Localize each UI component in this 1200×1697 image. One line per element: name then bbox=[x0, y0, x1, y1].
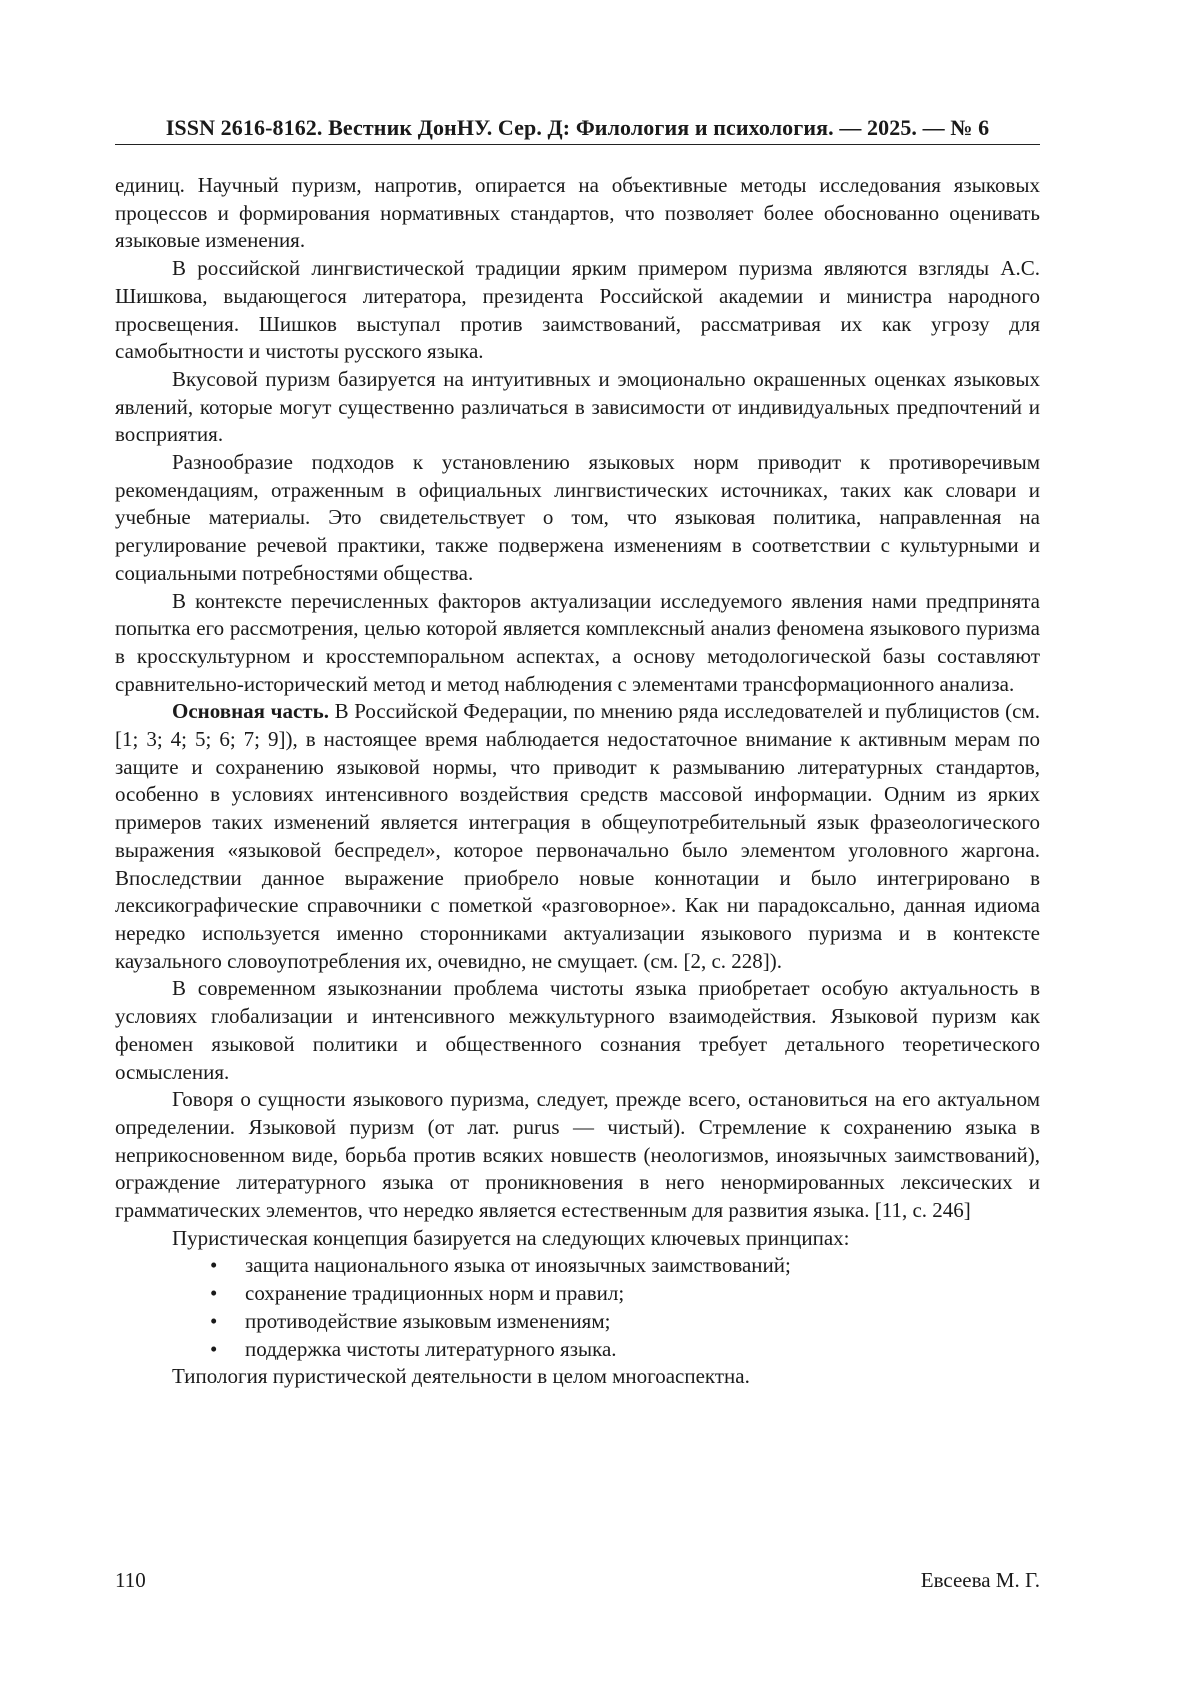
list-item-text: защита национального языка от иноязычных заимствований; bbox=[245, 1253, 791, 1278]
section-text: В Российской Федерации, по мнению ряда исследователей и публицистов (см. [1; 3; 4; 5; 6; 7; 9]), в настоящее время наблюдается недостаточное внимание к активным мерам по защите и сохранению языковой нормы, что приводит к размыванию литературных стандартов, особенно в условиях интенсивного воздействия средств массовой информации. Одним из ярких примеров таких изменений является интеграция в общеупотребительный язык фразеологического выражения «языковой беспредел», которое первоначально было элементом уголовного жаргона. Впоследствии данное выражение приобрело новые коннотации и было интегрировано в лексикографические справочники с пометкой «разговорное». Как ни парадоксально, данная идиома нередко используется именно сторонниками актуализации языкового пуризма и в контексте каузального словоупотребления их, очевидно, не смущает. (см. [2, с. 228]). bbox=[115, 699, 1040, 973]
paragraph: Вкусовой пуризм базируется на интуитивных и эмоционально окрашенных оценках языковых явлений, которые могут существенно различаться в зависимости от индивидуальных предпочтений и восприятия. bbox=[115, 366, 1040, 447]
principles-list bbox=[115, 1252, 1040, 1363]
footer-author: Евсеева М. Г. bbox=[920, 1568, 1040, 1592]
list-item-text: сохранение традиционных норм и правил; bbox=[245, 1281, 625, 1306]
list-item bbox=[115, 1280, 1040, 1308]
paragraph: В российской лингвистической традиции ярким примером пуризма являются взгляды А.С. Шишкова, выдающегося литератора, президента Российской академии и министра народного просвещения. Шишков выступал против заимствований, рассматривая их как угрозу для самобытности и чистоты русского языка. bbox=[115, 256, 1040, 364]
main-section-paragraph bbox=[115, 698, 1040, 975]
bullet-icon: • bbox=[210, 1336, 218, 1361]
list-item bbox=[115, 1252, 1040, 1280]
bullet-icon: • bbox=[210, 1281, 218, 1306]
list-intro: Пуристическая концепция базируется на следующих ключевых принципах: bbox=[172, 1225, 850, 1250]
paragraph: Разнообразие подходов к установлению языковых норм приводит к противоречивым рекомендациям, отраженным в официальных лингвистических источниках, таких как словари и учебные материалы. Это свидетельствует о том, что языковая политика, направленная на регулирование речевой практики, также подвержена изменениям в соответствии с культурными и социальными потребностями общества. bbox=[115, 450, 1040, 585]
list-item bbox=[115, 1336, 1040, 1364]
paragraph: В контексте перечисленных факторов актуализации исследуемого явления нами предпринята попытка его рассмотрения, целью которой является комплексный анализ феномена языкового пуризма в кросскультурном и кросстемпоральном аспектах, а основу методологической базы составляют сравнительно-исторический метод и метод наблюдения с элементами трансформационного анализа. bbox=[115, 588, 1040, 696]
paragraph: единиц. Научный пуризм, напротив, опирается на объективные методы исследования языковых процессов и формирования нормативных стандартов, что позволяет более обоснованно оценивать языковые изменения. bbox=[115, 173, 1040, 253]
page-number: 110 bbox=[115, 1568, 146, 1592]
list-item bbox=[115, 1308, 1040, 1336]
closing-paragraph: Типология пуристической деятельности в целом многоаспектна. bbox=[172, 1364, 750, 1389]
list-item-text: поддержка чистоты литературного языка. bbox=[245, 1336, 617, 1361]
article-body bbox=[115, 172, 1040, 1391]
running-header: ISSN 2616-8162. Вестник ДонНУ. Сер. Д: Филология и психология. — 2025. — № 6 bbox=[165, 115, 990, 140]
bullet-icon: • bbox=[210, 1308, 218, 1333]
header-divider bbox=[115, 144, 1040, 145]
paragraph: Говоря о сущности языкового пуризма, следует, прежде всего, остановиться на его актуальном определении. Языковой пуризм (от лат. purus — чистый). Стремление к сохранению языка в неприкосновенном виде, борьба против всяких новшеств (неологизмов, иноязычных заимствований), ограждение литературного языка от проникновения в него ненормированных лексических и грамматических элементов, что нередко является естественным для развития языка. [11, с. 246] bbox=[115, 1087, 1040, 1223]
section-heading: Основная часть. bbox=[172, 699, 329, 724]
bullet-icon: • bbox=[210, 1253, 218, 1278]
list-item-text: противодействие языковым изменениям; bbox=[245, 1308, 611, 1333]
paragraph: В современном языкознании проблема чистоты языка приобретает особую актуальность в условиях глобализации и интенсивного межкультурного взаимодействия. Языковой пуризм как феномен языковой политики и общественного сознания требует детального теоретического осмысления. bbox=[115, 976, 1040, 1084]
